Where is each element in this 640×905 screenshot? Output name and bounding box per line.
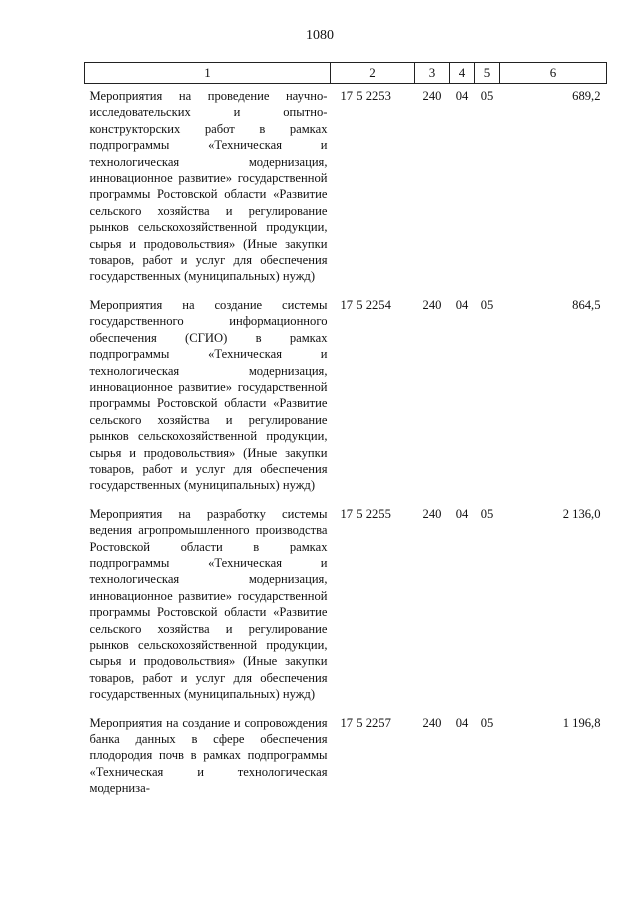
column-header-4: 4 bbox=[450, 63, 475, 84]
table-row bbox=[85, 293, 607, 502]
table-row bbox=[85, 84, 607, 293]
row-code: 17 5 2255 bbox=[340, 506, 391, 521]
row-description: Мероприятия на разработку системы ведения агропромышленного производства Ростовской области в рамках подпрограммы «Техническая и технологическая модернизация, инновационное развитие» государственной программы Ростовской области «Развитие сельского хозяйства и регулирование рынков сельскохозяйственной продукции, сырья и продовольствия» (Иные закупки товаров, работ и услуг для обеспечения государственных (муниципальных) нужд) bbox=[89, 506, 328, 702]
row-amount: 864,5 bbox=[572, 297, 601, 312]
row-code: 17 5 2253 bbox=[340, 89, 391, 103]
table-row bbox=[85, 502, 607, 711]
row-col4: 04 bbox=[455, 297, 469, 312]
column-header-3: 3 bbox=[415, 63, 450, 84]
row-col4: 04 bbox=[455, 715, 469, 730]
budget-table bbox=[84, 62, 607, 805]
row-col5: 05 bbox=[480, 715, 494, 730]
row-col3: 240 bbox=[422, 89, 442, 103]
row-code: 17 5 2254 bbox=[340, 297, 391, 312]
row-description: Мероприятия на создание системы государственного информационного обеспечения (СГИО) в рамках подпрограммы «Техническая и технологическая модернизация, инновационное развитие» государственной программы Ростовской области «Развитие сельского хозяйства и регулирование рынков сельскохозяйственной продукции, сырья и продовольствия» (Иные закупки товаров, работ и услуг для обеспечения государственных (муниципальных) нужд) bbox=[89, 297, 328, 493]
row-amount: 689,2 bbox=[572, 89, 601, 103]
row-col3: 240 bbox=[422, 506, 442, 521]
column-header-6: 6 bbox=[500, 63, 607, 84]
row-col4: 04 bbox=[455, 89, 469, 103]
row-code: 17 5 2257 bbox=[340, 715, 391, 730]
table-header-row bbox=[85, 63, 607, 84]
row-col3: 240 bbox=[422, 715, 442, 730]
row-col5: 05 bbox=[480, 506, 494, 521]
row-col3: 240 bbox=[422, 297, 442, 312]
column-header-5: 5 bbox=[475, 63, 500, 84]
page-number: 1080 bbox=[306, 28, 334, 43]
row-description: Мероприятия на проведение научно-исследовательских и опытно-конструкторских работ в рамках подпрограммы «Техническая и технологическая модернизация, инновационное развитие» государственной программы Ростовской области «Развитие сельского хозяйства и регулирование рынков сельскохозяйственной продукции, сырья и продовольствия» (Иные закупки товаров, работ и услуг для обеспечения государственных (муниципальных) нужд) bbox=[89, 89, 328, 284]
row-amount: 2 136,0 bbox=[562, 506, 601, 521]
row-amount: 1 196,8 bbox=[562, 715, 601, 730]
row-col5: 05 bbox=[480, 297, 494, 312]
row-col4: 04 bbox=[455, 506, 469, 521]
table-row bbox=[85, 711, 607, 805]
row-col5: 05 bbox=[480, 89, 494, 103]
row-description: Мероприятия на создание и сопровождения банка данных в сфере обеспечения плодородия почв в рамках подпрограммы «Техническая и технологическая модерниза- bbox=[89, 715, 328, 796]
column-header-2: 2 bbox=[331, 63, 415, 84]
column-header-1: 1 bbox=[85, 63, 331, 84]
